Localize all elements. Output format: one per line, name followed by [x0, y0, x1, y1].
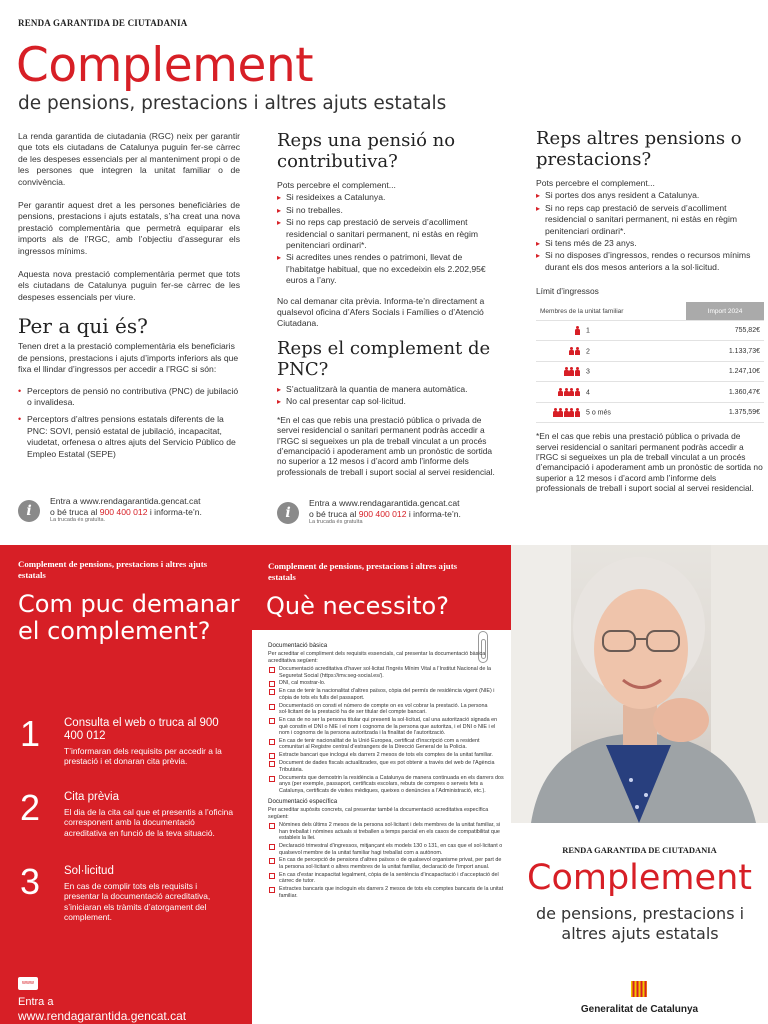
heading-pnc: Reps una pensió no contributiva? — [277, 130, 456, 172]
other-footnote: *En el cas que rebis una prestació pública o privada de servei residencial o sanitari permanent podràs accedir a l’RGC si segueixes un pla de treball vinculat a un procés d’emancipació i apoderament amb un pronòstic de sortida no superior a 12 mesos i d’acord amb l’informe dels professionals de treball i suport social al servei residencial. — [536, 431, 763, 494]
document-item: Documentació on consti el número de compte on es vol cobrar la prestació. La persona sol·licitant de la prestació ha de ser titular del compte bancari. — [268, 703, 504, 716]
members-count: 5 o més — [586, 409, 611, 417]
members-cell — [536, 341, 686, 362]
amount-cell: 1.375,59€ — [686, 402, 764, 423]
top-kicker: RENDA GARANTIDA DE CIUTADANIA — [18, 18, 188, 28]
info-free-call: La trucada és gratuïta — [309, 519, 363, 525]
list-item: ▸ Si no disposes d’ingressos, rendes o recursos mínims durant els dos mesos anteriors a la sol·licitud. — [536, 250, 764, 273]
info-call-text: o bé truca al — [309, 508, 359, 519]
eligibility-paragraph: Tenen dret a la prestació complementària els beneficiaris de pensions, prestacions i ajuts d’imports inferiors als que fixa el llindar d’ingressos per accedir a l’RGC si són: — [18, 341, 239, 375]
documents-list — [268, 640, 504, 901]
top-subtitle: de pensions, prestacions i altres ajuts estatals — [18, 93, 447, 114]
info-icon: i — [277, 502, 299, 524]
document-item: En cas de percepció de pensions d’altres països o de qualsevol organisme privat, per part de la persona sol·licitant o altres membres de la unitat familiar, declaració de l’import anual. — [268, 857, 504, 870]
person-icons — [540, 367, 580, 376]
pnc-footnote: *En el cas que rebis una prestació pública o privada de servei residencial o sanitari permanent podràs accedir a l’RGC si segueixes un pla de treball vinculat a un procés d’emancipació i apoderament amb un pronòstic de sortida no superior a 12 mesos i d’acord amb l’informe dels professionals de treball i suport social al servei residencial. — [277, 414, 495, 477]
members-cell — [536, 361, 686, 382]
how-heading: Com puc demanar el complement? — [18, 590, 240, 645]
document-item: Extractes bancaris que incloguin els darrers 2 mesos de tots els comptes bancaris de la unitat familiar. — [268, 886, 504, 899]
website-link[interactable]: www.rendagarantida.gencat.cat — [18, 1009, 187, 1023]
specific-docs-heading: Documentació específica — [268, 798, 338, 806]
members-cell — [536, 320, 686, 341]
step-title: Consulta el web o truca al 900 400 012 — [64, 717, 219, 742]
amount-cell: 1.133,73€ — [686, 341, 764, 362]
members-cell — [536, 402, 686, 423]
portrait-photo — [511, 545, 768, 823]
document-item: Declaració trimestral d’ingressos, mitjançant els models 130 o 131, en cas que el sol·licitant o qualsevol membre de la unitat familiar hagi treballat com a autònom. — [268, 843, 504, 856]
panel-what-i-need — [252, 545, 511, 1024]
panel-kicker: Complement de pensions, prestacions i altres ajuts estatals — [268, 561, 458, 582]
list-item: • Perceptors d’altres pensions estatals diferents de la PNC: SOVI, pensió estatal de jubilació, incapacitat, viudetat, orfenesa o altres ajuts del Servicio Público de Empleo Estatal (SEPE) — [18, 414, 240, 460]
document-item: Document de dades fiscals actualitzades, que es pot obtenir a través del web de l’Agència Tributària. — [268, 760, 504, 773]
members-count: 1 — [586, 327, 590, 335]
basic-docs-intro: Per acreditar el compliment dels requisits essencials, cal presentar la documentació bàsica acreditativa següent: — [268, 651, 486, 664]
list-item: ▸ No cal presentar cap sol·licitud. — [277, 396, 499, 407]
generalitat-logo-icon — [629, 979, 649, 999]
person-icons — [540, 408, 580, 417]
person-icon — [569, 408, 574, 417]
www-badge: www — [18, 977, 38, 990]
heading-per-a-qui: Per a qui és? — [18, 314, 148, 339]
person-icon — [575, 326, 580, 335]
person-icon — [569, 388, 574, 397]
list-item: ▸ Si acredites unes rendes o patrimoni, llevat de l’habitatge habitual, que no excedeixin els 2.202,95€ euros a l’any. — [277, 252, 499, 286]
intro-paragraph-1: La renda garantida de ciutadania (RGC) neix per garantir que tots els ciutadans de Catalunya puguin fer-se càrrec de les despeses essencials per al manteniment propi o de les persones que integren la unitat familiar o de convivència. — [18, 131, 240, 187]
list-item: ▸ Si no treballes. — [277, 205, 499, 216]
document-item: Extracte bancari que inclogui els darrers 2 mesos de tots els comptes de la unitat familiar. — [268, 752, 504, 759]
other-requirements — [536, 190, 764, 273]
document-item: En cas de no ser la persona titular qui presenti la sol·licitud, cal una autorització signada en què constin el DNI o NIE i el nom i cognoms de la persona que autoritza, i el DNI o NIE i el nom i cognoms de la persona autoritzada i la finalitat de l’autorització. — [268, 717, 504, 737]
list-item: ▸ Si tens més de 23 anys. — [536, 238, 764, 249]
person-icons — [540, 326, 580, 335]
step-title: Sol·licitud — [64, 865, 114, 877]
person-icon — [569, 367, 574, 376]
panel-how-to-apply — [0, 545, 252, 1024]
document-item: DNI, cal mostrar-lo. — [268, 680, 504, 687]
step-number-3: 3 — [20, 861, 41, 902]
info-call-text-end: i informa-te’n. — [147, 506, 202, 517]
list-item: • Perceptors de pensió no contributiva (PNC) de jubilació o invalidesa. — [18, 386, 240, 409]
enter-label: Entra a — [18, 996, 54, 1008]
amount-cell: 1.247,10€ — [686, 361, 764, 382]
person-icon — [553, 408, 558, 417]
list-item: ▸ Si portes dos anys resident a Catalunya. — [536, 190, 764, 201]
cover-title: Complement — [527, 858, 752, 898]
info-call-text-end: i informa-te’n. — [406, 508, 461, 519]
members-count: 2 — [586, 347, 590, 355]
panel-kicker: Complement de pensions, prestacions i altres ajuts estatals — [18, 559, 208, 580]
table-row — [536, 361, 764, 382]
other-intro: Pots percebre el complement... — [536, 178, 655, 188]
phone-number[interactable]: 900 400 012 — [358, 508, 407, 519]
amount-cell: 755,82€ — [686, 320, 764, 341]
step-2 — [64, 791, 234, 838]
person-icon — [564, 367, 569, 376]
person-icons — [540, 347, 580, 356]
specific-docs-intro: Per acreditar supòsits concrets, cal presentar també la documentació acreditativa específica següent: — [268, 807, 489, 820]
person-icon — [575, 388, 580, 397]
step-number-2: 2 — [20, 787, 41, 828]
info-block-1 — [18, 496, 248, 526]
table-row — [536, 402, 764, 423]
person-icon — [575, 347, 580, 356]
income-limit-label: Límit d’ingressos — [536, 286, 599, 297]
intro-paragraph-2: Per garantir aquest dret a les persones beneficiàries de pensions, prestacions i ajuts estatals, s’ha creat una nova prestació complementària que permetrà equiparar els imports als de l’RGC, amb l’objectiu d’assegurar els ingressos mínims. — [18, 200, 240, 256]
document-item: En cas d’estar incapacitat legalment, còpia de la sentència d’incapacitació i d’acceptació del càrrec de tutor. — [268, 872, 504, 885]
list-item: ▸ Si no reps cap prestació de serveis d’acolliment residencial o sanitari permanent, ni estàs en règim penitenciari ordinari*. — [536, 203, 764, 237]
step-number-1: 1 — [20, 713, 41, 754]
members-cell — [536, 382, 686, 403]
table-header-amount: Import 2024 — [686, 302, 764, 320]
members-count: 4 — [586, 388, 590, 396]
pnc-requirements — [277, 192, 499, 286]
table-header-members: Membres de la unitat familiar — [536, 302, 686, 320]
person-icon — [575, 408, 580, 417]
members-count: 3 — [586, 368, 590, 376]
info-icon: i — [18, 500, 40, 522]
step-body: El dia de la cita cal que et presentis a l’oficina corresponent amb la documentació acreditativa en funció de la teva situació. — [64, 807, 233, 838]
generalitat-logo-text: Generalitat de Catalunya — [580, 1004, 699, 1015]
person-icon — [558, 408, 563, 417]
person-icon — [564, 388, 569, 397]
pnc-update-list — [277, 384, 499, 408]
heading-reps-complement: Reps el complement de PNC? — [277, 337, 491, 380]
document-item: Nòmines dels últims 2 mesos de la persona sol·licitant i dels membres de la unitat familiar, si han treballat i nòmines actuals si treballen a temps parcial en els casos de compatibilitat que estableix la llei. — [268, 822, 504, 842]
cover-subtitle: de pensions, prestacions i altres ajuts estatals — [535, 904, 745, 943]
person-icon — [575, 367, 580, 376]
income-table — [536, 302, 764, 423]
column-pnc — [277, 130, 499, 477]
document-item: Documentació acreditativa d’haver sol·licitat l’Ingrés Mínim Vital a l’Institut Nacional de la Seguretat Social (https://imv.seg-social.es/). — [268, 666, 504, 679]
phone-number[interactable]: 900 400 012 — [99, 506, 148, 517]
person-icon — [558, 388, 563, 397]
column-intro — [18, 131, 240, 461]
table-row — [536, 320, 764, 341]
step-3 — [64, 865, 234, 923]
heading-altres: Reps altres pensions o prestacions? — [536, 128, 742, 170]
info-free-call: La trucada és gratuïta. — [50, 517, 106, 523]
pnc-intro: Pots percebre el complement... — [277, 180, 396, 190]
step-body: En cas de complir tots els requisits i presentar la documentació acreditativa, s’iniciaran els tràmits d’atorgament del complement. — [64, 881, 211, 923]
column-other — [536, 128, 764, 494]
basic-docs-heading: Documentació bàsica — [268, 642, 328, 649]
top-title: Complement — [16, 38, 314, 93]
list-item: ▸ Si resideixes a Catalunya. — [277, 192, 499, 203]
eligibility-list — [18, 386, 240, 460]
person-icons — [540, 388, 580, 397]
table-row — [536, 341, 764, 362]
step-body: T’informaran dels requisits per accedir a la prestació i et donaran cita prèvia. — [64, 746, 222, 767]
info-web: Entra a www.rendagarantida.gencat.cat — [50, 496, 201, 506]
what-heading: Què necessito? — [266, 592, 449, 620]
info-call-text: o bé truca al — [50, 506, 100, 517]
pnc-no-appointment: No cal demanar cita prèvia. Informa-te’n directament a qualsevol oficina d’Afers Socials i Famílies o d’Atenció Ciutadana. — [277, 295, 485, 329]
document-item: En cas de tenir la nacionalitat d’altres països, còpia del permís de residència vigent (NIE) i còpia de tots els fulls del passaport. — [268, 688, 504, 701]
cover-panel — [511, 823, 768, 1024]
elderly-woman-image — [511, 545, 768, 823]
info-web: Entra a www.rendagarantida.gencat.cat — [309, 498, 460, 508]
person-icon — [569, 347, 574, 356]
intro-paragraph-3: Aquesta nova prestació complementària permet que tots els ciutadans de Catalunya puguin fer-se càrrec de les despeses essencials per viure. — [18, 269, 240, 302]
info-block-2 — [277, 498, 507, 528]
person-icon — [564, 408, 569, 417]
amount-cell: 1.360,47€ — [686, 382, 764, 403]
list-item: ▸ S’actualitzarà la quantia de manera automàtica. — [277, 384, 499, 395]
document-item: En cas de tenir nacionalitat de la Unió Europea, certificat d’inscripció com a resident comunitari al Registre central d’estrangers de la Direcció General de la Policia. — [268, 738, 504, 751]
table-row — [536, 382, 764, 403]
list-item: ▸ Si no reps cap prestació de serveis d’acolliment residencial o sanitari permanent, ni estàs en règim penitenciari ordinari*. — [277, 217, 499, 251]
step-title: Cita prèvia — [64, 791, 119, 803]
step-1 — [64, 717, 234, 767]
document-item: Documents que demostrin la residència a Catalunya de manera continuada en els darrers dos anys (per exemple, passaport, certificats escolars, rebuts de compres o serveis fets a Catalunya, certificats de visites mèdiques, queixes o denúncies a l’Administració, etc.). — [268, 775, 504, 795]
cover-kicker: RENDA GARANTIDA DE CIUTADANIA — [562, 845, 717, 855]
